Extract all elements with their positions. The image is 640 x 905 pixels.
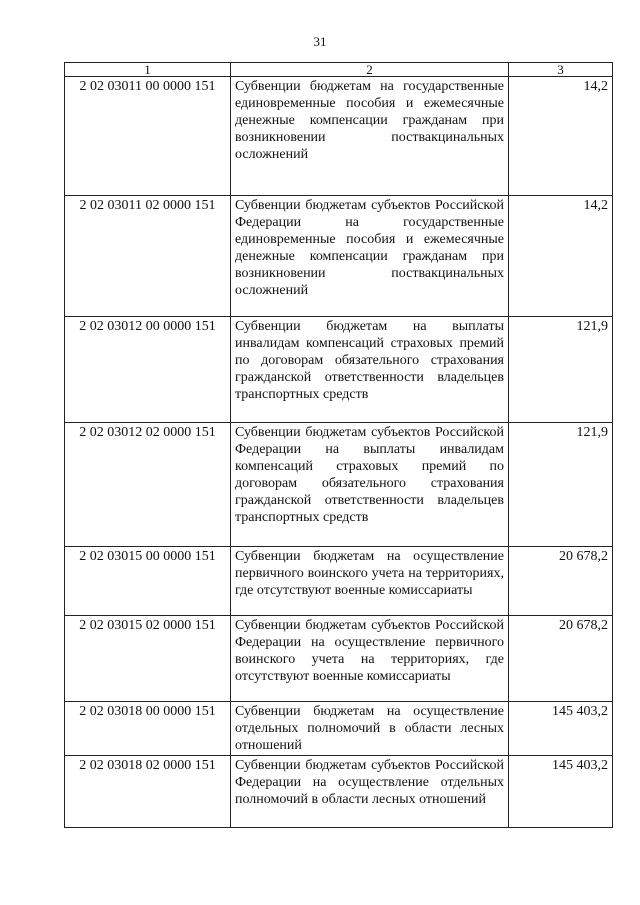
budget-description: Субвенции бюджетам на осуществление первичного воинского учета на территориях, где отсутствуют военные комиссариаты	[231, 547, 509, 616]
budget-code: 2 02 03018 00 0000 151	[65, 702, 231, 756]
budget-description: Субвенции бюджетам на осуществление отдельных полномочий в области лесных отношений	[231, 702, 509, 756]
page-number: 31	[313, 34, 327, 49]
budget-description: Субвенции бюджетам субъектов Российской Федерации на осуществление первичного воинского учета на территориях, где отсутствуют военные комиссариаты	[231, 616, 509, 702]
budget-amount: 14,2	[509, 196, 613, 317]
budget-amount: 121,9	[509, 317, 613, 423]
table-row	[65, 77, 613, 196]
budget-amount: 145 403,2	[509, 702, 613, 756]
budget-code: 2 02 03015 02 0000 151	[65, 616, 231, 702]
budget-code: 2 02 03018 02 0000 151	[65, 756, 231, 828]
budget-code: 2 02 03011 02 0000 151	[65, 196, 231, 317]
table-header-row	[65, 63, 613, 77]
table-row	[65, 756, 613, 828]
table-row	[65, 317, 613, 423]
column-header-code: 1	[65, 63, 231, 77]
budget-amount: 14,2	[509, 77, 613, 196]
budget-code: 2 02 03015 00 0000 151	[65, 547, 231, 616]
budget-description: Субвенции бюджетам на выплаты инвалидам компенсаций страховых премий по договорам обязательного страхования гражданской ответственности владельцев транспортных средств	[231, 317, 509, 423]
table-row	[65, 616, 613, 702]
budget-amount: 121,9	[509, 423, 613, 547]
budget-table	[64, 62, 613, 828]
budget-code: 2 02 03012 02 0000 151	[65, 423, 231, 547]
budget-code: 2 02 03011 00 0000 151	[65, 77, 231, 196]
budget-code: 2 02 03012 00 0000 151	[65, 317, 231, 423]
table-row	[65, 547, 613, 616]
column-header-amount: 3	[509, 63, 613, 77]
budget-description: Субвенции бюджетам на государственные единовременные пособия и ежемесячные денежные компенсации гражданам при возникновении поствакцинальных осложнений	[231, 77, 509, 196]
table-row	[65, 423, 613, 547]
budget-amount: 20 678,2	[509, 616, 613, 702]
column-header-description: 2	[231, 63, 509, 77]
budget-description: Субвенции бюджетам субъектов Российской Федерации на выплаты инвалидам компенсаций страховых премий по договорам обязательного страхования гражданской ответственности владельцев транспортных средств	[231, 423, 509, 547]
budget-amount: 20 678,2	[509, 547, 613, 616]
table-row	[65, 702, 613, 756]
table-row	[65, 196, 613, 317]
budget-description: Субвенции бюджетам субъектов Российской Федерации на государственные единовременные пособия и ежемесячные денежные компенсации гражданам при возникновении поствакцинальных осложнений	[231, 196, 509, 317]
budget-description: Субвенции бюджетам субъектов Российской Федерации на осуществление отдельных полномочий в области лесных отношений	[231, 756, 509, 828]
budget-amount: 145 403,2	[509, 756, 613, 828]
